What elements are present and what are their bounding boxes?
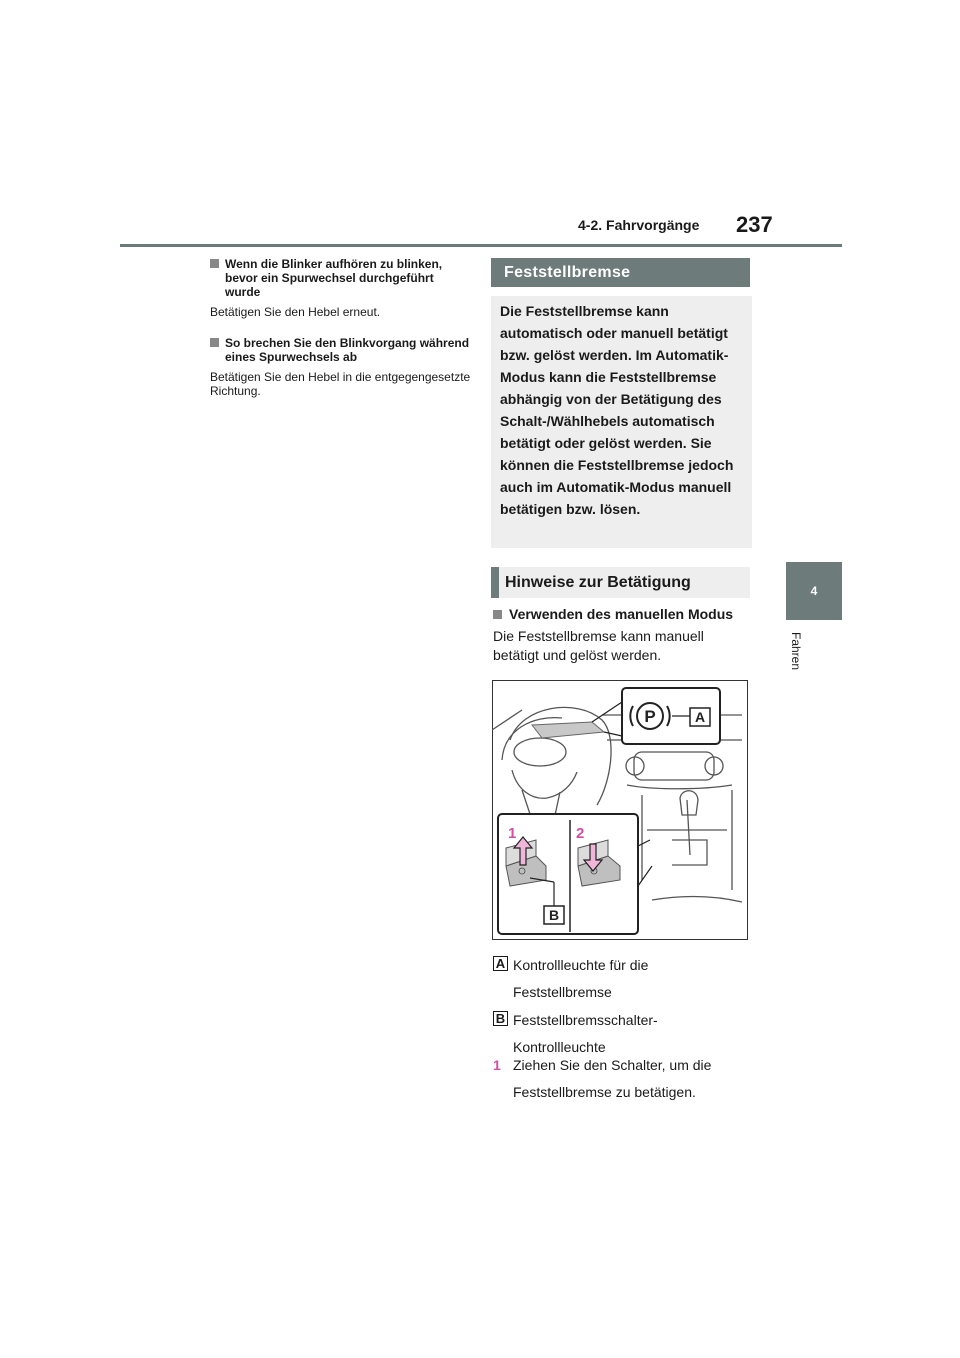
page-number: 237	[736, 212, 773, 237]
callout-a-label: A	[694, 709, 706, 725]
legend-text-a: Kontrollleuchte für die Feststellbremse	[513, 957, 649, 1000]
parking-brake-illustration	[492, 680, 748, 940]
intro-text: Die Feststellbremse kann automatisch oder manuell betätigt bzw. gelöst werden. Im Automatik-Modus kann die Feststellbremse abhängig von der Betätigung des Schalt-/Wählhebels automatisch betätigt oder gelöst werden. Sie können die Feststellbremse jedoch auch im Automatik-Modus manuell betätigen bzw. lösen.	[500, 303, 734, 517]
banner-title: Feststellbremse	[491, 258, 750, 287]
legend-item-a	[493, 952, 743, 1006]
left-block-2	[210, 336, 472, 398]
left-body-1: Betätigen Sie den Hebel erneut.	[210, 305, 381, 319]
step-2-label: 2	[576, 825, 585, 842]
section-title-bar: Hinweise zur Betätigung	[499, 567, 750, 598]
section-accent-bar	[491, 567, 499, 598]
left-block-1	[210, 257, 472, 319]
step-text: Ziehen Sie den Schalter, um die Feststellbremse zu betätigen.	[513, 1057, 712, 1100]
left-heading-2: So brechen Sie den Blinkvorgang während eines Spurwechsels ab	[225, 336, 470, 364]
left-body-2: Betätigen Sie den Hebel in die entgegengesetzte Richtung.	[210, 370, 471, 398]
left-heading-1: Wenn die Blinker aufhören zu blinken, bevor ein Spurwechsel durchgeführt wurde	[225, 257, 443, 299]
bullet-square-icon	[210, 338, 219, 347]
indicator-p-symbol: P	[644, 707, 656, 726]
legend-key-a: A	[493, 956, 508, 971]
legend-text-b: Feststellbremsschalter-Kontrollleuchte	[513, 1012, 658, 1055]
section-title: 4-2. Fahrvorgänge	[578, 217, 700, 233]
sub-heading	[493, 605, 733, 623]
chapter-number: 4	[810, 584, 818, 598]
header-divider	[120, 244, 842, 247]
sub-body: Die Feststellbremse kann manuell betätigt und gelöst werden.	[493, 628, 704, 663]
chapter-label: Fahren	[789, 632, 803, 671]
bullet-square-icon	[210, 259, 219, 268]
step-item-1	[493, 1052, 743, 1106]
callout-b-label: B	[548, 907, 560, 923]
step-number: 1	[493, 1057, 501, 1073]
legend-key-b: B	[493, 1011, 508, 1026]
sub-heading-text: Verwenden des manuellen Modus	[509, 606, 734, 622]
bullet-square-icon	[493, 610, 502, 619]
step-1-label: 1	[508, 825, 517, 842]
